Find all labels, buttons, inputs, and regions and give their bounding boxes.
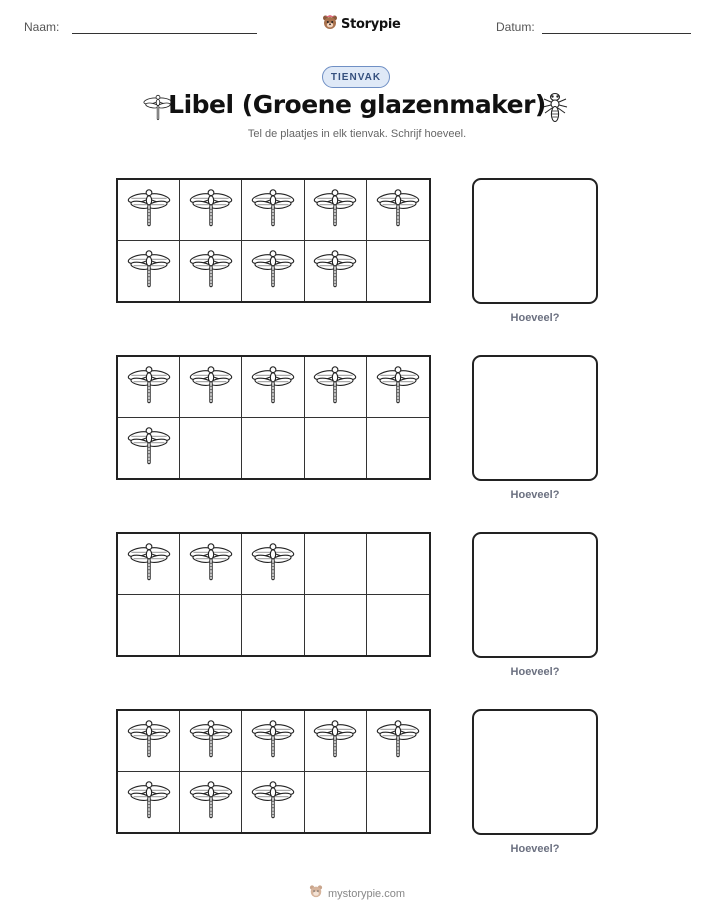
dragonfly-icon <box>251 185 295 234</box>
ten-frame-cell <box>118 180 180 241</box>
dragonfly-icon <box>251 362 295 411</box>
ten-frame-cell <box>367 180 429 241</box>
dragonfly-icon <box>189 362 233 411</box>
ten-frame-cell <box>180 595 242 656</box>
dragonfly-icon <box>251 777 295 826</box>
answer-prompt-4: Hoeveel? <box>510 843 560 855</box>
ten-frame-cell <box>305 357 367 418</box>
dragonfly-icon <box>189 539 233 588</box>
ten-frame-cell <box>118 418 180 479</box>
answer-box-1[interactable] <box>472 178 598 304</box>
ten-frame-cell <box>367 534 429 595</box>
ten-frame-1 <box>116 178 431 303</box>
dragonfly-icon <box>127 539 171 588</box>
ten-frame-3 <box>116 532 431 657</box>
answer-box-2[interactable] <box>472 355 598 481</box>
dragonfly-icon <box>127 362 171 411</box>
dragonfly-icon <box>251 246 295 295</box>
ten-frame-cell <box>242 357 304 418</box>
footer-url: mystorypie.com <box>327 887 406 900</box>
footer <box>0 884 714 903</box>
ten-frame-cell <box>180 241 242 302</box>
dragonfly-icon <box>127 246 171 295</box>
ten-frame-cell <box>180 357 242 418</box>
ten-frame-cell <box>305 772 367 833</box>
ten-frame-cell <box>367 241 429 302</box>
ten-frame-cell <box>180 534 242 595</box>
page-title: Libel (Groene glazenmaker) <box>168 90 546 119</box>
dragonfly-icon <box>251 716 295 765</box>
dragonfly-icon <box>376 185 420 234</box>
brand-name: Storypie <box>341 17 401 32</box>
ten-frame-cell <box>367 357 429 418</box>
ten-frame-cell <box>180 711 242 772</box>
ten-frame-cell <box>367 711 429 772</box>
dragonfly-icon <box>127 185 171 234</box>
answer-box-3[interactable] <box>472 532 598 658</box>
ten-frame-4 <box>116 709 431 834</box>
date-label: Datum: <box>496 20 535 34</box>
ten-frame-cell <box>305 534 367 595</box>
instructions: Tel de plaatjes in elk tienvak. Schrijf hoeveel. <box>247 128 467 140</box>
answer-box-4[interactable] <box>472 709 598 835</box>
ten-frame-cell <box>118 711 180 772</box>
ten-frame-cell <box>118 772 180 833</box>
ten-frame-cell <box>367 772 429 833</box>
ten-frame-cell <box>118 595 180 656</box>
brand-logo <box>322 14 401 35</box>
dragonfly-icon <box>313 362 357 411</box>
date-line[interactable] <box>542 33 691 34</box>
dragonfly-icon <box>127 716 171 765</box>
storypie-bear-icon <box>322 14 338 35</box>
ten-frame-cell <box>242 534 304 595</box>
name-line[interactable] <box>72 33 257 34</box>
ten-frame-cell <box>367 595 429 656</box>
answer-prompt-1: Hoeveel? <box>510 312 560 324</box>
ten-frame-cell <box>305 180 367 241</box>
dragonfly-icon <box>189 716 233 765</box>
name-label: Naam: <box>24 20 60 34</box>
ten-frame-cell <box>305 595 367 656</box>
answer-prompt-3: Hoeveel? <box>510 666 560 678</box>
tienvak-badge: TIENVAK <box>322 66 390 88</box>
ten-frame-cell <box>242 241 304 302</box>
dragonfly-icon <box>313 246 357 295</box>
answer-prompt-2: Hoeveel? <box>510 489 560 501</box>
dragonfly-icon <box>376 716 420 765</box>
dragonfly-icon <box>189 246 233 295</box>
dragonfly-icon <box>376 362 420 411</box>
storypie-bear-icon <box>309 884 323 903</box>
ten-frame-cell <box>242 180 304 241</box>
dragonfly-icon <box>127 423 171 472</box>
ten-frame-cell <box>118 241 180 302</box>
ten-frame-cell <box>305 241 367 302</box>
ten-frame-cell <box>118 534 180 595</box>
ten-frame-cell <box>180 418 242 479</box>
dragonfly-icon <box>189 185 233 234</box>
ten-frame-2 <box>116 355 431 480</box>
ten-frame-cell <box>305 418 367 479</box>
ten-frame-cell <box>242 711 304 772</box>
ten-frame-cell <box>367 418 429 479</box>
ten-frame-cell <box>180 772 242 833</box>
dragonfly-icon <box>189 777 233 826</box>
ten-frame-cell <box>242 772 304 833</box>
ten-frame-cell <box>242 418 304 479</box>
ten-frame-cell <box>305 711 367 772</box>
dragonfly-icon <box>251 539 295 588</box>
ten-frame-cell <box>118 357 180 418</box>
dragonfly-icon <box>313 185 357 234</box>
dragonfly-icon <box>127 777 171 826</box>
ten-frame-cell <box>242 595 304 656</box>
ten-frame-cell <box>180 180 242 241</box>
dragonfly-icon <box>313 716 357 765</box>
